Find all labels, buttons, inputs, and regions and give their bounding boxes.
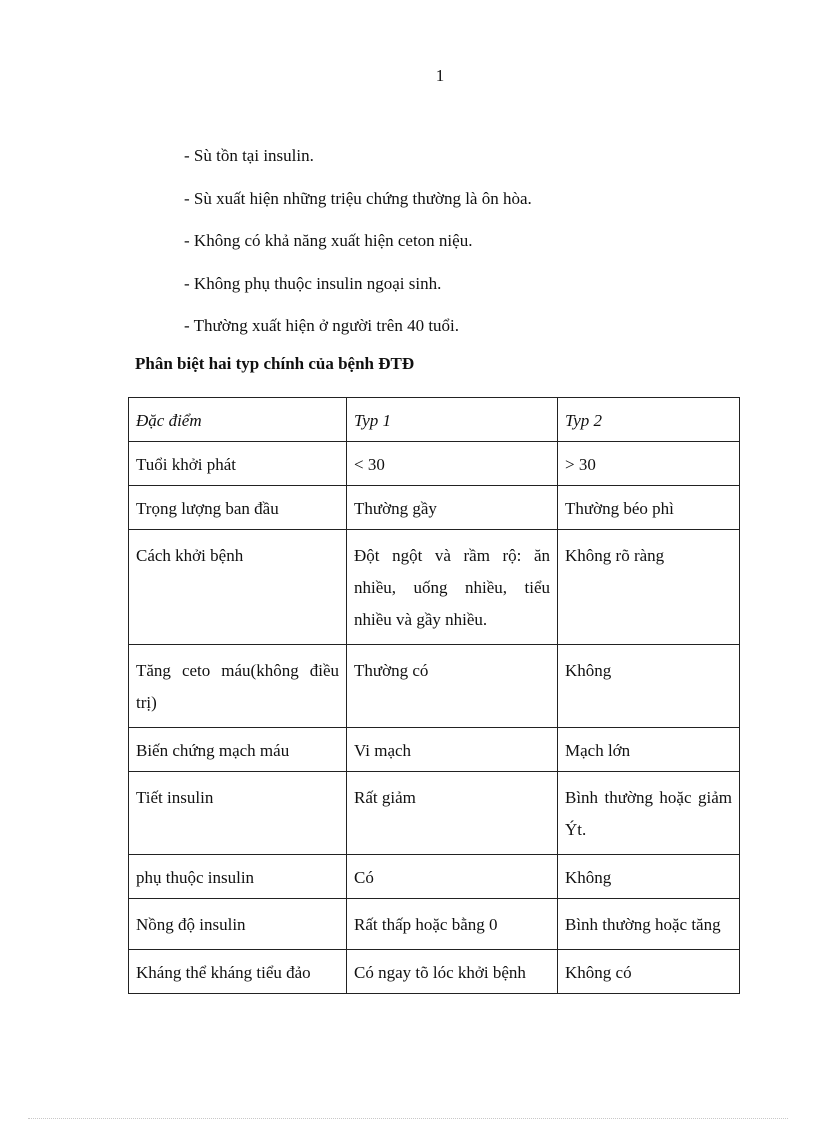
table-cell: Rất giảm — [347, 772, 558, 855]
table-cell: Không có — [558, 950, 740, 994]
table-cell: Có — [347, 855, 558, 899]
table-cell: Biến chứng mạch máu — [129, 728, 347, 772]
table-row — [129, 486, 740, 530]
bullet-item: - Sù xuất hiện những triệu chứng thường là ôn hòa. — [184, 188, 532, 208]
bullet-item: - Thường xuất hiện ở người trên 40 tuổi. — [184, 316, 460, 336]
table-cell: Rất thấp hoặc bằng 0 — [347, 899, 558, 950]
table-cell: Thường béo phì — [558, 486, 740, 530]
table-header-row — [129, 398, 740, 442]
table-cell: < 30 — [347, 442, 558, 486]
table-cell: Thường gầy — [347, 486, 558, 530]
bullet-item: - Không có khả năng xuất hiện ceton niệu. — [184, 231, 473, 251]
table-row — [129, 645, 740, 728]
bullet-item: - Không phụ thuộc insulin ngoại sinh. — [184, 273, 442, 293]
header-cell-type2: Typ 2 — [558, 398, 740, 442]
table-cell: Có ngay tõ lóc khởi bệnh — [347, 950, 558, 994]
header-cell-type1: Typ 1 — [347, 398, 558, 442]
table-cell: Trọng lượng ban đầu — [129, 486, 347, 530]
table-cell: Tăng ceto máu(không điều trị) — [129, 645, 347, 728]
table-cell: phụ thuộc insulin — [129, 855, 347, 899]
section-title: Phân biệt hai typ chính của bệnh ĐTĐ — [135, 354, 415, 373]
bullet-item: - Sù tồn tại insulin. — [184, 146, 314, 165]
table-cell: Bình thường hoặc tăng — [558, 899, 740, 950]
table-row — [129, 950, 740, 994]
table-cell: Không rõ ràng — [558, 530, 740, 645]
table-row — [129, 772, 740, 855]
table-row — [129, 530, 740, 645]
table-cell: Cách khởi bệnh — [129, 530, 347, 645]
table-cell: Thường có — [347, 645, 558, 728]
bullet-list — [184, 143, 532, 356]
table-cell: Nồng độ insulin — [129, 899, 347, 950]
table-cell: Không — [558, 645, 740, 728]
table-cell: Tuổi khởi phát — [129, 442, 347, 486]
table-cell: > 30 — [558, 442, 740, 486]
table-cell: Đột ngột và rầm rộ: ăn nhiều, uống nhiều, tiểu nhiều và gầy nhiều. — [347, 530, 558, 645]
header-cell-feature: Đặc điểm — [129, 398, 347, 442]
table-cell: Không — [558, 855, 740, 899]
table-row — [129, 855, 740, 899]
table-row — [129, 442, 740, 486]
table-cell: Tiết insulin — [129, 772, 347, 855]
table-cell: Mạch lớn — [558, 728, 740, 772]
table-cell: Vi mạch — [347, 728, 558, 772]
page-number: 1 — [435, 66, 445, 85]
comparison-table — [128, 397, 740, 994]
page-bottom-divider — [28, 1118, 788, 1119]
table-cell: Bình thường hoặc giảm Ýt. — [558, 772, 740, 855]
table-row — [129, 728, 740, 772]
table-cell: Kháng thể kháng tiểu đảo — [129, 950, 347, 994]
table-row — [129, 899, 740, 950]
